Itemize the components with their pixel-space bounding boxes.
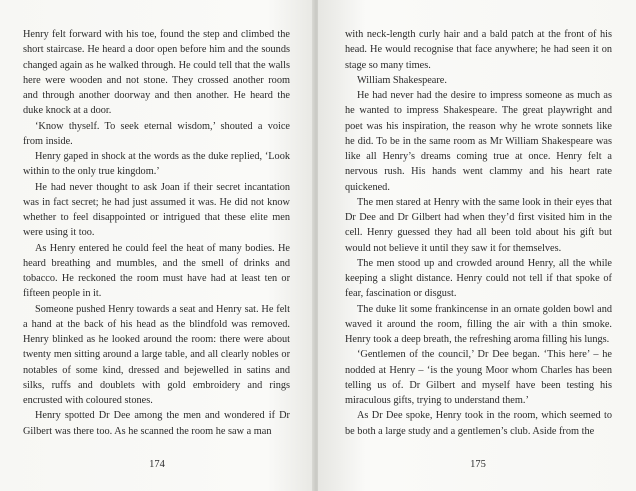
paragraph: Henry gaped in shock at the words as the duke replied, ‘Look within to the only true kingdom.’ bbox=[23, 151, 290, 178]
page-number: 175 bbox=[470, 459, 486, 470]
right-page bbox=[318, 0, 636, 491]
paragraph: The men stood up and crowded around Henry, all the while keeping a slight distance. Henry could not tell if that spoke of fear, fascination or disgust. bbox=[345, 257, 612, 300]
paragraph: He had never thought to ask Joan if their secret incantation was in fact secret; he had just assumed it was. He did not know whether to feel disappointed or intrigued that these elite men were using it too. bbox=[23, 181, 290, 239]
paragraph: Henry spotted Dr Dee among the men and wondered if Dr Gilbert was there too. As he scanned the room he saw a man bbox=[23, 410, 290, 437]
paragraph: with neck-length curly hair and a bald patch at the front of his head. He would recognise that face anywhere; he had seen it on stage so many times. bbox=[345, 29, 612, 71]
right-page-text bbox=[345, 27, 612, 439]
paragraph: The men stared at Henry with the same look in their eyes that Dr Dee and Dr Gilbert had when they’d first visited him in the cell. Henry guessed they had all been told about his gift but would not believe it until they saw it for themselves. bbox=[345, 196, 612, 254]
paragraph: ‘Know thyself. To seek eternal wisdom,’ shouted a voice from inside. bbox=[23, 120, 290, 147]
paragraph: As Henry entered he could feel the heat of many bodies. He heard breathing and mumbles, and the smell of drinks and tobacco. He reckoned the room must have had at least ten or fifteen people in it. bbox=[23, 242, 290, 300]
left-page-text bbox=[23, 27, 290, 439]
paragraph: The duke lit some frankincense in an ornate golden bowl and waved it around the room, filling the air with a thin smoke. Henry took a deep breath, the refreshing aroma filling his lungs. bbox=[345, 303, 612, 345]
paragraph: ‘Gentlemen of the council,’ Dr Dee began. ‘This here’ – he nodded at Henry – ‘is the young Moor whom Charles has been telling us of. Dr Gilbert and myself have been testing his miraculous gifts, trying to understand them.’ bbox=[345, 349, 612, 406]
paragraph: Someone pushed Henry towards a seat and Henry sat. He felt a hand at the back of his head as the blindfold was removed. Henry blinked as he looked around the room: there were about twenty men sitting around a large table, and all clearly nobles or notables of some kind, dressed and bejewelled in satins and silks, ruffs and doublets with gold embroidery and rings encrusted with coloured stones. bbox=[23, 303, 290, 406]
paragraph: William Shakespeare. bbox=[357, 74, 447, 86]
page-number: 174 bbox=[149, 459, 165, 470]
paragraph: He had never had the desire to impress someone as much as he wanted to impress Shakespeare. The great playwright and poet was his inspiration, the reason why he wrote sonnets like he did. To be in the same room as Mr William Shakespeare was like all Henry’s dreams coming true at once. Henry felt a nervous rush. His hands went clammy and his heart rate quickened. bbox=[345, 90, 612, 193]
paragraph: Henry felt forward with his toe, found the step and climbed the short staircase. He heard a door open before him and the sounds changed again as he walked through. He could tell that the walls here were wooden and not stone. They crossed another room and through another doorway and then another. He heard the duke knock at a door. bbox=[23, 29, 290, 117]
left-page bbox=[0, 0, 314, 491]
paragraph: As Dr Dee spoke, Henry took in the room, which seemed to be both a large study and a gentlemen’s club. Aside from the bbox=[345, 410, 612, 437]
